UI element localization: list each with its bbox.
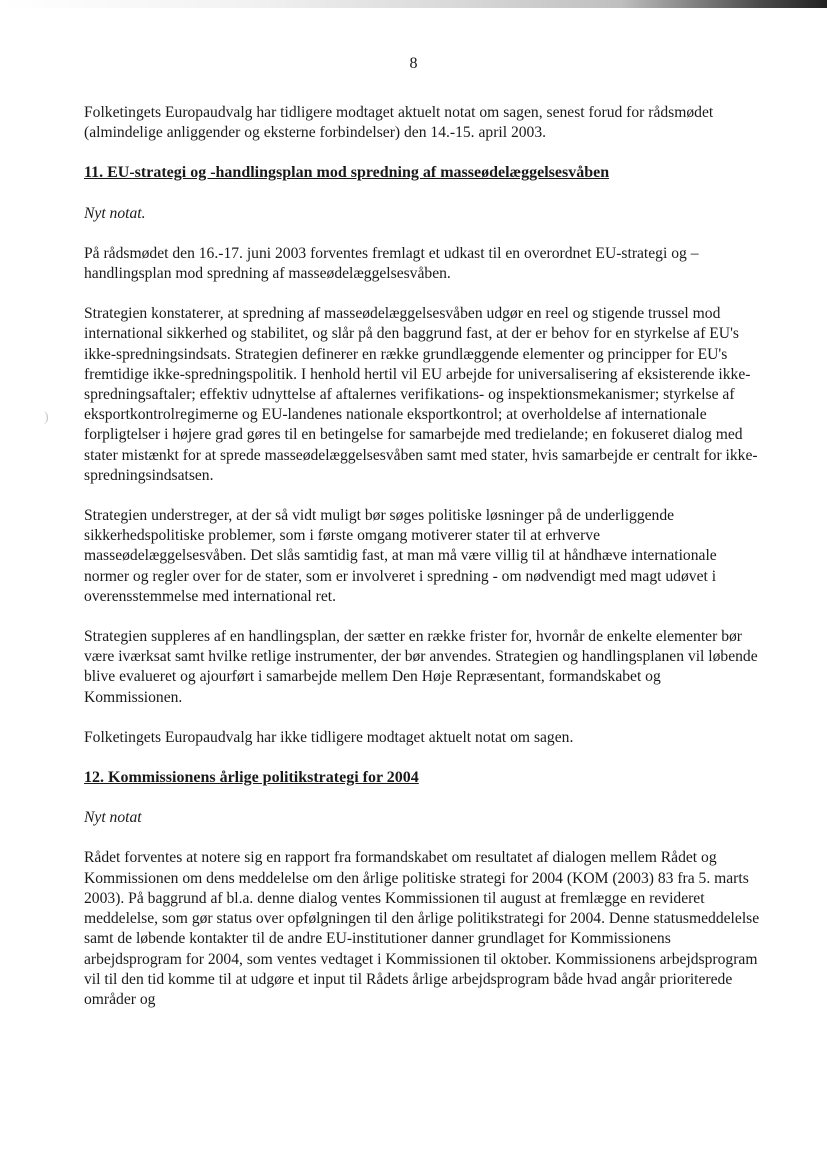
document-body [84, 103, 762, 1030]
section-12-heading: 12. Kommissionens årlige politikstrategi for 2004 [84, 769, 419, 787]
intro-paragraph: Folketingets Europaudvalg har tidligere modtaget aktuelt notat om sagen, senest forud for rådsmødet (almindelige anliggender og eksterne forbindelser) den 14.-15. april 2003. [84, 104, 714, 142]
section-11-paragraph: På rådsmødet den 16.-17. juni 2003 forventes fremlagt et udkast til en overordnet EU-strategi og –handlingsplan mod spredning af masseødelæggelsesvåben. [84, 244, 699, 283]
section-11-paragraph: Strategien konstaterer, at spredning af masseødelæggelsesvåben udgør en reel og stigende trussel mod international sikkerhed og stabilitet, og slår på den baggrund fast, at der er behov for en styrkelse af EU's ikke-spredningsindsats. Strategien definerer en række grundlæggende elementer og principper for EU's fremtidige ikke-spredningspolitik. I henhold hertil vil EU arbejde for universalisering af eksisterende ikke-spredningsaftaler; effektiv udnyttelse af aftalernes verifikations- og inspektionsmekanismer; styrkelse af eksportkontrolregimerne og EU-landenes nationale eksportkontrol; at overholdelse af internationale forpligtelser i højere grad gøres til en betingelse for samarbejde med tredielande; en fokuseret dialog med stater mistænkt for at sprede masseødelæggelsesvåben samt med stater, hvis samarbejde er centralt for ikke-spredningsindsatsen. [84, 305, 758, 484]
section-12-tag: Nyt notat [84, 809, 142, 827]
section-11-paragraph: Folketingets Europaudvalg har ikke tidligere modtaget aktuelt notat om sagen. [84, 728, 574, 746]
section-12-paragraph: Rådet forventes at notere sig en rapport fra formandskabet om resultatet af dialogen mellem Rådet og Kommissionen om dens meddelelse om den årlige politiske strategi for 2004 (KOM (2003) 83 fra 5. marts 2003). På baggrund af bl.a. denne dialog ventes Kommissionen til august at fremlægge en revideret meddelelse, som gør status over opfølgningen til den årlige politikstrategi for 2004. Denne statusmeddelelse samt de løbende kontakter til de andre EU-institutioner danner grundlaget for Kommissionens arbejdsprogram for 2004, som ventes vedtaget i Kommissionen til oktober. Kommissionens arbejdsprogram vil til den tid komme til at udgøre et input til Rådets årlige arbejdsprogram både hvad angår prioriterede områder og [84, 849, 760, 1008]
section-11-paragraph: Strategien understreger, at der så vidt muligt bør søges politiske løsninger på de underliggende sikkerhedspolitiske problemer, som i første omgang motiverer stater til at erhverve masseødelæggelsesvåben. Det slås samtidig fast, at man må være villig til at håndhæve internationale normer og regler over for de stater, som er involveret i spredning - om nødvendigt med magt udøvet i overensstemmelse med international ret. [84, 507, 717, 605]
margin-mark: ) [44, 410, 49, 425]
section-11-paragraph: Strategien suppleres af en handlingsplan, der sætter en række frister for, hvornår de enkelte elementer bør være iværksat samt hvilke retlige instrumenter, der bør anvendes. Strategien og handlingsplanen vil løbende blive evalueret og ajourført i samarbejde mellem Den Høje Repræsentant, formandskabet og Kommissionen. [84, 628, 758, 706]
section-11-tag: Nyt notat. [84, 204, 146, 222]
section-11-heading: 11. EU-strategi og -handlingsplan mod spredning af masseødelæggelsesvåben [84, 164, 610, 182]
page-number: 8 [409, 55, 418, 72]
scan-edge-shadow [0, 0, 827, 8]
